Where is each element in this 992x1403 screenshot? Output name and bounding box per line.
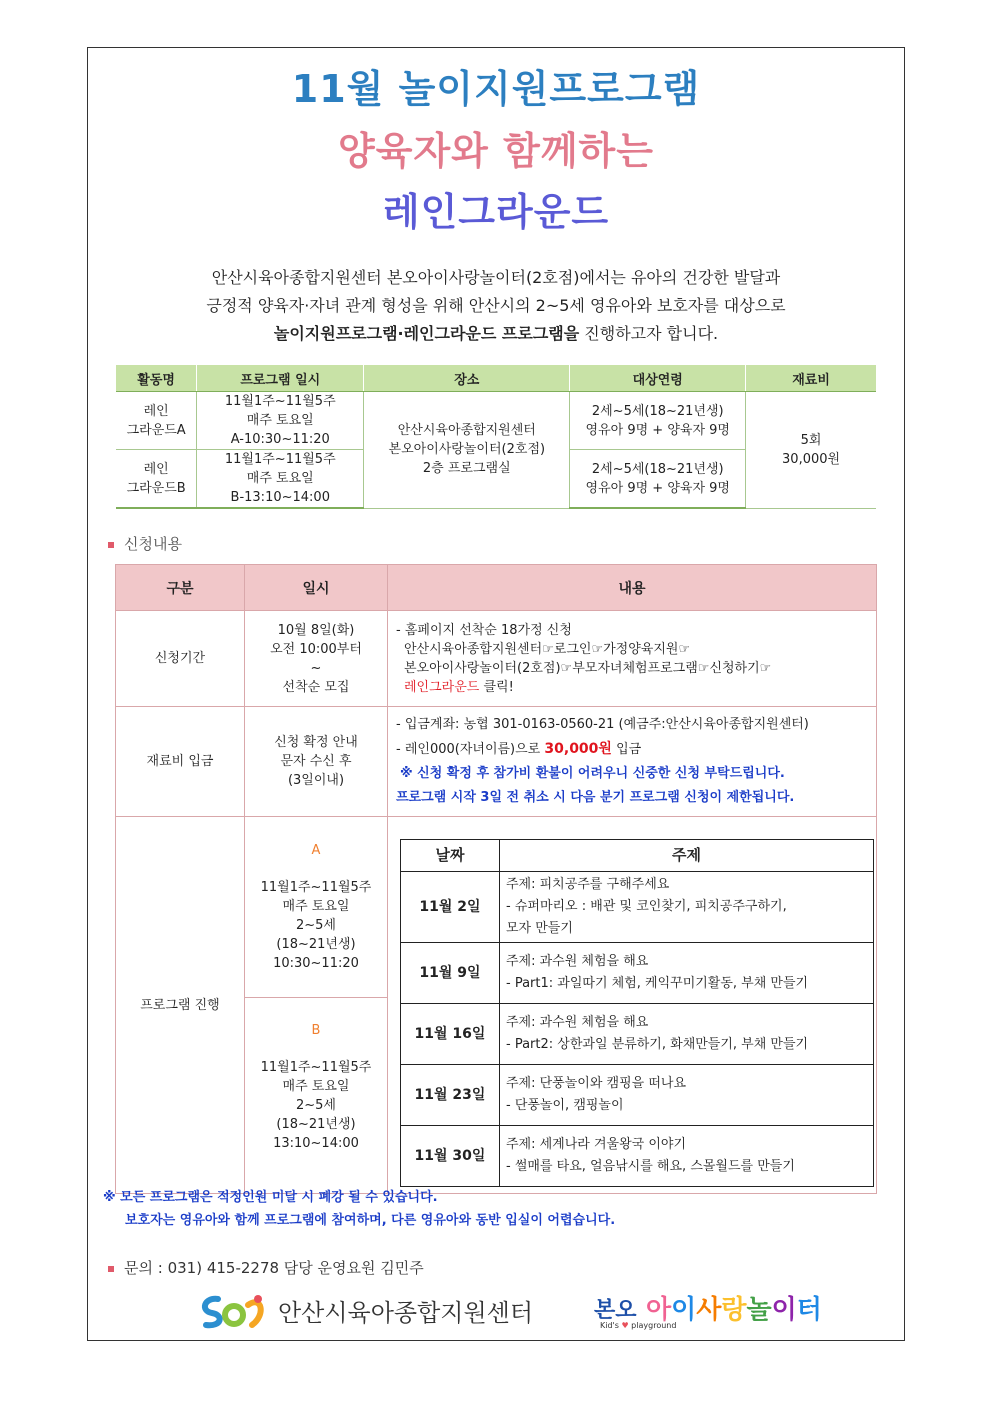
bono-text: 본오 xyxy=(594,1298,637,1323)
intro-line-3 xyxy=(100,321,892,344)
period-content: - 홈페이지 선착순 18가정 신청 안산시육아종합지원센터☞로그인☞가정양육지원☞ 본오아이사랑놀이터(2호점)☞부모자녀체험프로그램☞신청하기☞ 레인그라운드 클릭! xyxy=(388,611,877,707)
intro-bold: 놀이지원프로그램·레인그라운드 프로그램을 xyxy=(273,324,580,343)
activity-name: 레인 그라운드B xyxy=(116,450,197,509)
intro-line-1: 안산시육아종합지원센터 본오아이사랑놀이터(2호점)에서는 유아의 건강한 발달과 xyxy=(211,268,781,287)
notice-line-1: ※ 모든 프로그램은 적정인원 미달 시 폐강 될 수 있습니다. xyxy=(103,1190,438,1205)
center-name: 안산시육아종합지원센터 xyxy=(278,1299,534,1327)
aisarang-playground-text: 아이사랑놀이터 xyxy=(646,1295,822,1325)
schedule-table xyxy=(400,839,874,1187)
material-fee: 5회 30,000원 xyxy=(746,392,876,509)
target-age: 2세~5세(18~21년생) 영유아 9명 + 양육자 9명 xyxy=(570,450,746,509)
summary-row xyxy=(116,392,876,450)
apply-table xyxy=(115,564,877,1194)
apply-row-period xyxy=(116,611,877,707)
schedule-topic: 주제: 단풍놀이와 캠핑을 떠나요 - 단풍놀이, 캠핑놀이 xyxy=(500,1065,874,1126)
fee-label: 재료비 입금 xyxy=(116,707,245,817)
summary-header: 장소 xyxy=(364,365,570,392)
fee-date: 신청 확정 안내 문자 수신 후 (3일이내) xyxy=(245,707,388,817)
summary-table xyxy=(116,365,876,509)
program-time-a: A 11월1주~11월5주 매주 토요일 2~5세 (18~21년생) 10:30~11:20 xyxy=(245,817,387,998)
bullet-icon xyxy=(108,1266,114,1272)
apply-header: 일시 xyxy=(245,565,388,611)
section-heading: 신청내용 xyxy=(108,533,182,554)
schedule-header-row xyxy=(401,840,874,872)
apply-row-fee xyxy=(116,707,877,817)
schedule-date: 11월 2일 xyxy=(401,872,500,943)
schedule-date: 11월 23일 xyxy=(401,1065,500,1126)
summary-header: 재료비 xyxy=(746,365,876,392)
schedule-row xyxy=(401,943,874,1004)
notice-line-2: 보호자는 영유아와 함께 프로그램에 참여하며, 다른 영유아와 동반 입실이 어렵습니다. xyxy=(125,1213,616,1228)
schedule-row xyxy=(401,1126,874,1187)
title-line-2: 양육자와 함께하는 xyxy=(338,129,654,173)
schedule-row xyxy=(401,1004,874,1065)
apply-header: 내용 xyxy=(388,565,877,611)
apply-header-row xyxy=(116,565,877,611)
bullet-icon xyxy=(108,542,114,548)
period-label: 신청기간 xyxy=(116,611,245,707)
fee-amount: 30,000원 xyxy=(544,741,612,757)
program-time-b: B 11월1주~11월5주 매주 토요일 2~5세 (18~21년생) 13:10~14:00 xyxy=(260,1023,372,1151)
program-place: 안산시육아종합지원센터 본오아이사랑놀이터(2호점) 2층 프로그램실 xyxy=(364,392,570,509)
footer-logo xyxy=(196,1287,836,1333)
intro-line-2: 긍정적 양육자·자녀 관계 형성을 위해 안산시의 2~5세 영유아와 보호자를 대상으로 xyxy=(206,296,786,315)
contact-info: 문의 : 031) 415-2278 담당 운영요원 김민주 xyxy=(108,1257,424,1278)
summary-header: 프로그램 일시 xyxy=(197,365,364,392)
program-datetime: 11월1주~11월5주 매주 토요일 A-10:30~11:20 xyxy=(197,392,364,450)
schedule-row xyxy=(401,1065,874,1126)
title-line-3: 레인그라운드 xyxy=(382,190,610,234)
apply-header: 구분 xyxy=(116,565,245,611)
schedule-cell xyxy=(388,817,877,1194)
schedule-date: 11월 9일 xyxy=(401,943,500,1004)
kids-playground-text: Kid's ♥ playground xyxy=(600,1321,677,1330)
program-datetime: 11월1주~11월5주 매주 토요일 B-13:10~14:00 xyxy=(197,450,364,509)
program-times xyxy=(245,817,388,1194)
fee-content: - 입금계좌: 농협 301-0163-0560-21 (예금주:안산시육아종합지원센터) - 레인000(자녀이름)으로 30,000원 입금 ※ 신청 확정 후 참가비 환불이 어려우니 신중한 신청 부탁드립니다. 프로그램 시작 3일 전 취소 시 다음 분기 프로그램 신청이 제한됩니다. xyxy=(388,707,877,817)
period-date: 10월 8일(화) 오전 10:00부터 ~ 선착순 모집 xyxy=(245,611,388,707)
schedule-header: 주제 xyxy=(500,840,874,872)
summary-header: 활동명 xyxy=(116,365,197,392)
schedule-row xyxy=(401,872,874,943)
schedule-topic: 주제: 과수원 체험을 해요 - Part2: 상한과일 분류하기, 화채만들기, 부채 만들기 xyxy=(500,1004,874,1065)
raingound-link-text: 레인그라운드 xyxy=(404,679,480,695)
schedule-date: 11월 30일 xyxy=(401,1126,500,1187)
intro-rest: 진행하고자 합니다. xyxy=(579,324,719,343)
program-label: 프로그램 진행 xyxy=(116,817,245,1194)
schedule-date: 11월 16일 xyxy=(401,1004,500,1065)
activity-name: 레인 그라운드A xyxy=(116,392,197,450)
summary-header: 대상연령 xyxy=(570,365,746,392)
schedule-topic: 주제: 세계나라 겨울왕국 이야기 - 썰매를 타요, 얼음낚시를 해요, 스몰월드를 만들기 xyxy=(500,1126,874,1187)
schedule-topic: 주제: 과수원 체험을 해요 - Part1: 과일따기 체험, 케익꾸미기활동, 부채 만들기 xyxy=(500,943,874,1004)
summary-header-row xyxy=(116,365,876,392)
target-age: 2세~5세(18~21년생) 영유아 9명 + 양육자 9명 xyxy=(570,392,746,450)
title-line-1: 11월 놀이지원프로그램 xyxy=(291,67,701,111)
center-logo-icon xyxy=(196,1291,266,1331)
schedule-header: 날짜 xyxy=(401,840,500,872)
schedule-topic: 주제: 피치공주를 구해주세요 - 슈퍼마리오 : 배관 및 코인찾기, 피치공주구하기, 모자 만들기 xyxy=(500,872,874,943)
apply-row-program xyxy=(116,817,877,1194)
